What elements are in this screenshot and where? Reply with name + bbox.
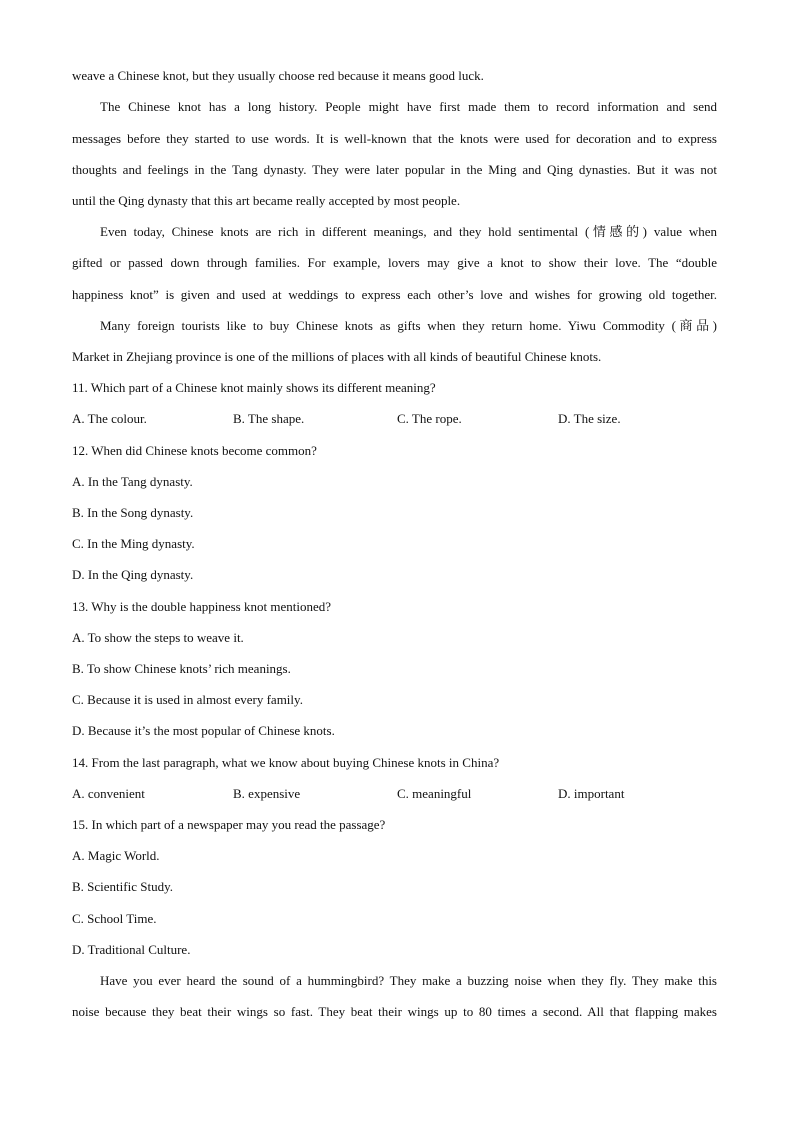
answer-option[interactable]: D. In the Qing dynasty.: [72, 567, 194, 582]
answer-option[interactable]: B. In the Song dynasty.: [72, 505, 194, 520]
answer-option[interactable]: A. To show the steps to weave it.: [72, 630, 244, 645]
answer-option[interactable]: D. The size.: [558, 411, 621, 426]
answer-option[interactable]: A. Magic World.: [72, 848, 160, 863]
question-stem: 11. Which part of a Chinese knot mainly shows its different meaning?: [72, 380, 436, 395]
answer-option[interactable]: C. meaningful: [397, 786, 472, 801]
question-stem: 12. When did Chinese knots become common?: [72, 443, 317, 458]
passage-line: happiness knot” is given and used at weddings to express each other’s love and wishes for growing old together.: [72, 287, 717, 302]
answer-option[interactable]: A. convenient: [72, 786, 145, 801]
answer-option[interactable]: A. The colour.: [72, 411, 147, 426]
answer-option[interactable]: B. Scientific Study.: [72, 879, 173, 894]
answer-option[interactable]: B. expensive: [233, 786, 301, 801]
answer-option[interactable]: D. important: [558, 786, 625, 801]
answer-option[interactable]: C. The rope.: [397, 411, 462, 426]
passage-line: gifted or passed down through families. For example, lovers may give a knot to show their love. The “double: [72, 255, 717, 270]
answer-option[interactable]: C. In the Ming dynasty.: [72, 536, 195, 551]
answer-option[interactable]: B. The shape.: [233, 411, 305, 426]
passage-line: thoughts and feelings in the Tang dynasty. They were later popular in the Ming and Qing dynasties. But it was not: [72, 162, 717, 177]
question-stem: 13. Why is the double happiness knot mentioned?: [72, 599, 331, 614]
passage-line: messages before they started to use words. It is well-known that the knots were used for decoration and to express: [72, 131, 717, 146]
answer-option[interactable]: B. To show Chinese knots’ rich meanings.: [72, 661, 291, 676]
answer-option[interactable]: C. School Time.: [72, 911, 157, 926]
question-stem: 14. From the last paragraph, what we know about buying Chinese knots in China?: [72, 755, 500, 770]
passage-line: Even today, Chinese knots are rich in different meanings, and they hold sentimental (情感的) value when: [100, 224, 717, 239]
passage-line: The Chinese knot has a long history. People might have first made them to record information and send: [100, 99, 717, 114]
passage-line: weave a Chinese knot, but they usually choose red because it means good luck.: [72, 68, 484, 83]
passage-line: until the Qing dynasty that this art became really accepted by most people.: [72, 193, 461, 208]
answer-option[interactable]: C. Because it is used in almost every family.: [72, 692, 303, 707]
answer-option[interactable]: A. In the Tang dynasty.: [72, 474, 193, 489]
answer-option[interactable]: D. Traditional Culture.: [72, 942, 191, 957]
passage-line: Many foreign tourists like to buy Chinese knots as gifts when they return home. Yiwu Commodity (商品): [100, 318, 717, 333]
passage-line: Have you ever heard the sound of a hummingbird? They make a buzzing noise when they fly. They make this: [100, 973, 717, 988]
passage-line: noise because they beat their wings so fast. They beat their wings up to 80 times a second. All that flapping makes: [72, 1004, 717, 1019]
question-stem: 15. In which part of a newspaper may you read the passage?: [72, 817, 386, 832]
passage-line: Market in Zhejiang province is one of the millions of places with all kinds of beautiful Chinese knots.: [72, 349, 602, 364]
answer-option[interactable]: D. Because it’s the most popular of Chinese knots.: [72, 723, 335, 738]
